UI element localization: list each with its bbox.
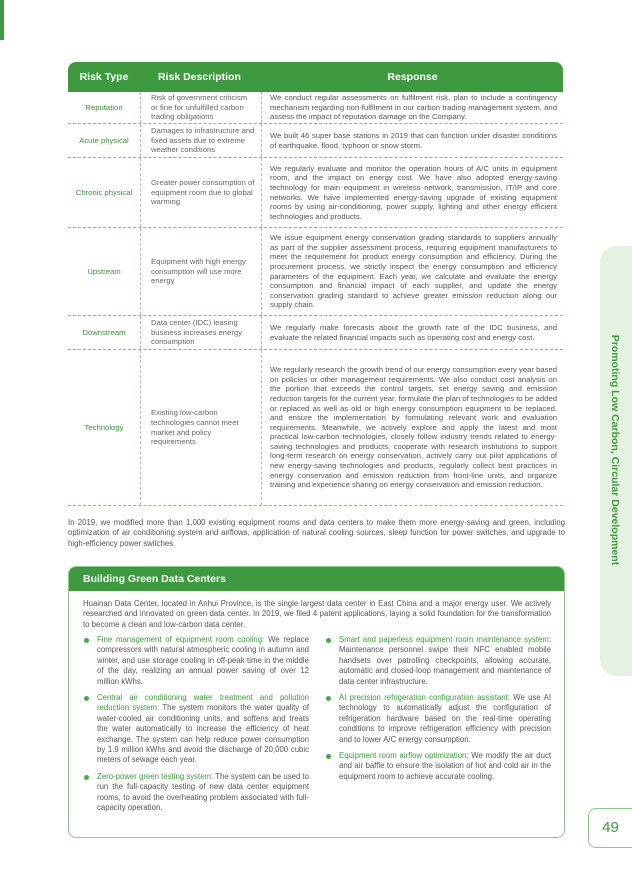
bullet-heading: Central air conditioning water treatment and pollution reduction system:: [97, 693, 309, 713]
header-risk-type: Risk Type: [79, 71, 129, 83]
risk-type-cell: Chronic physical: [75, 187, 133, 197]
risk-type-cell: Upstream: [87, 266, 121, 276]
list-item: [325, 635, 551, 687]
risk-type-cell: Reputation: [85, 102, 123, 112]
bullet-body: Maintenance personnel swipe their NFC enabled mobile handsets over patrolling checkpoints, allowing accurate, automatic and closed-loop management and maintenance of data center infrastructure.: [339, 645, 551, 686]
table-row: [68, 316, 563, 350]
green-data-centers-box: [68, 566, 565, 838]
list-item: [83, 693, 309, 766]
risk-type-cell: Technology: [84, 422, 124, 432]
table-row: [68, 158, 563, 228]
left-bullet-column: [83, 635, 309, 820]
risk-description-cell: Equipment with high energy consumption will use more energy: [140, 228, 262, 315]
list-item: [325, 751, 551, 782]
risk-table: [68, 62, 563, 506]
bullet-heading: Equipment room airflow optimization:: [339, 751, 469, 761]
header-risk-description: Risk Description: [158, 71, 241, 83]
bullet-dot-icon: [84, 638, 89, 643]
header-response: Response: [387, 71, 438, 83]
bullet-heading: Smart and paperless equipment room maintenance system:: [339, 635, 551, 644]
page-number: 49: [588, 808, 632, 848]
bullet-dot-icon: [326, 754, 331, 759]
bullet-dot-icon: [84, 696, 89, 701]
right-bullet-column: [325, 635, 551, 788]
section-side-tab-label: Promoting Low Carbon, Circular Development: [609, 334, 621, 566]
bullet-heading: Fine management of equipment room cooling:: [97, 635, 265, 644]
list-item: [325, 693, 551, 745]
bullet-heading: Zero-power green testing system:: [97, 771, 214, 781]
risk-description-cell: Greater power consumption of equipment room due to global warming: [140, 158, 262, 227]
risk-description-cell: Risk of government criticism or fine for unfulfilled carbon trading obligations: [140, 92, 262, 123]
bullet-body: We replace compressors with natural atmospheric cooling in autumn and winter, and use storage cooling in off-peak time in the middle of the day, realizing an annual power saving of over 12 million kWhs.: [97, 635, 310, 686]
bullet-heading: AI precision refrigeration configuration assistant:: [339, 693, 510, 703]
table-row: [68, 350, 563, 506]
left-edge-accent: [0, 0, 4, 40]
risk-description-cell: Damages to infrastructure and fixed assets due to extreme weather conditions: [140, 124, 262, 157]
bullet-body: The system can be used to run the full-capacity testing of new data center equipment rooms, to avoid the overheating problem associated with full-capacity operation.: [97, 771, 310, 813]
bullet-dot-icon: [326, 696, 331, 701]
risk-type-cell: Acute physical: [79, 135, 129, 145]
bullet-dot-icon: [84, 775, 89, 780]
box-title: Building Green Data Centers: [69, 567, 564, 591]
body-paragraph: In 2019, we modified more than 1,000 existing equipment rooms and data centers to make them more energy-saving and green, including optimization of air conditioning system and airflows, application of natural cooling sources, sleep function for power switches, and upgrade to high-efficiency power switches.: [68, 518, 565, 548]
response-cell: We regularly make forecasts about the growth rate of the IDC business, and evaluate the related financial impacts such as operating cost and energy cost.: [270, 322, 557, 342]
list-item: [83, 635, 309, 687]
response-cell: We built 46 super base stations in 2019 that can function under disaster conditions of earthquake, flood, typhoon or snow storm.: [270, 130, 557, 150]
risk-description-cell: Data center (IDC) leasing business increases energy consumption: [140, 316, 262, 349]
table-row: [68, 228, 563, 316]
bullet-body: We use AI technology to automatically adjust the configuration of refrigeration hardware based on the real-time operating conditions to improve refrigeration efficiency with precision and to lower A/C energy consumption.: [339, 693, 551, 744]
risk-type-cell: Downstream: [82, 327, 126, 337]
table-header: [68, 62, 563, 92]
list-item: [83, 772, 309, 814]
response-cell: We regularly evaluate and monitor the operation hours of A/C units in equipment room, and the impact on energy cost. We have also adopted energy-saving technology for main equipment in wireless network, transmission, IT/IP and core networks. We have implemented energy-saving upgrade of existing equipment rooms by using air-conditioning, power supply, lighting and other energy efficient technologies and products.: [270, 163, 557, 221]
bullet-body: We modify the air duct and air baffle to ensure the isolation of hot and cold air in the equipment room to achieve accurate cooling.: [339, 751, 552, 781]
risk-description-cell: Existing low-carbon technologies cannot meet market and policy requirements: [140, 350, 262, 505]
bullet-body: The system monitors the water quality of water-cooled air conditioning units, and softens and treats the water automatically to increase the efficiency of heat exchange. The system can help reduce power consumption by 1.9 million kWhs and avoid the discharge of 20,000 cubic meters of sewage each year.: [97, 703, 309, 765]
box-intro: Huainan Data Center, located in Anhui Province, is the single largest data center in East China and a major energy user. We actively researched and innovated on green data center. In 2019, we filed 4 patent applications, laying a solid foundation for the transformation to become a clean and low-carbon data center.: [83, 599, 551, 629]
table-row: [68, 92, 563, 124]
table-row: [68, 124, 563, 158]
response-cell: We conduct regular assessments on fulfilment risk, plan to include a contingency mechanism regarding non-fulfilment in our carbon trading management system, and assess the impact of reputation damage on the Company.: [270, 93, 557, 122]
response-cell: We regularly research the growth trend of our energy consumption every year based on policies or other management requirements. We also conduct cost analysis on the portion that exceeds the control targets, set energy saving and emission reduction targets for the current year, formulate the plan of technologies to be added or replaced as well as old or high energy consumption equipment to be replaced, and ensure the implementation by formulating relevant work and evaluation requirements. Meanwhile, we actively explore and apply the latest and most practical low-carbon technologies, closely follow industry trends related to energy-saving technologies and products, cooperate with research institutions to support long-term research on energy conservation, actively carry out pilot applications of new energy-saving technologies and products, regularly collect best practices in energy conservation and emission reduction from front-line units, and organize training and experience sharing on energy conservation and emission reduction.: [270, 365, 558, 490]
response-cell: We issue equipment energy conservation grading standards to suppliers annually as part of the supplier assessment process, requiring equipment manufacturers to meet the requirement for product energy consumption and efficiency. During the procurement process, we strictly inspect the energy consumption and efficiency parameters of the equipment. Each year, we calculate and evaluate the energy consumption and financial impact of each supplier, and update the energy conservation grading standard to achieve greater emission reduction along our supply chain.: [270, 233, 557, 310]
bullet-dot-icon: [326, 638, 331, 643]
